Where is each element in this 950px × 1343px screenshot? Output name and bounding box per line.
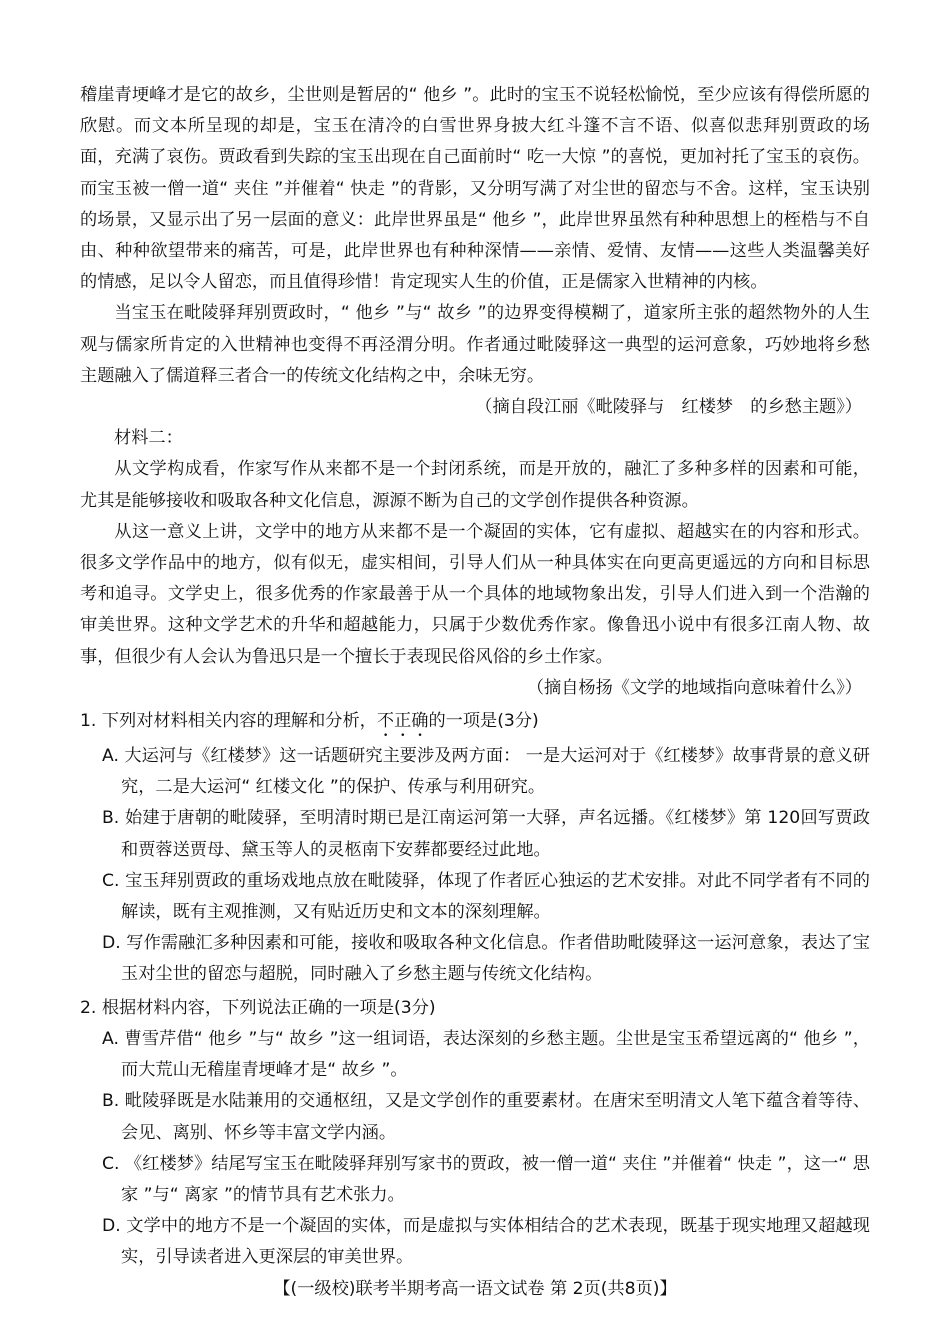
question-2-option-c: C. 《红楼梦》结尾写宝玉在毗陵驿拜别写家书的贾政，被一僧一道“ 夹住 ”并催着“ 快走 ”，这一“ 思家 ”与“ 离家 ”的情节具有艺术张力。 xyxy=(102,1153,870,1205)
material2-paragraph-1: 从文学构成看，作家写作从来都不是一个封闭系统，而是开放的，融汇了多种多样的因素和可能，尤其是能够接收和吸取各种文化信息，源源不断为自己的文学创作提供各种资源。 xyxy=(80,459,870,511)
material2-label: 材料二： xyxy=(114,428,183,449)
question-1-stem xyxy=(80,704,870,741)
question-2-option-a: A. 曹雪芹借“ 他乡 ”与“ 故乡 ”这一组词语，表达深刻的乡愁主题。尘世是宝玉希望远离的“ 他乡 ”，而大荒山无稽崖青埂峰才是“ 故乡 ”。 xyxy=(102,1028,870,1081)
question-2-option-b: B. 毗陵驿既是水陆兼用的交通枢纽，又是文学创作的重要素材。在唐宋至明清文人笔下蕴含着等待、会见、离别、怀乡等丰富文学内涵。 xyxy=(102,1091,870,1143)
question-1-option-d: D. 写作需融汇多种因素和可能，接收和吸取各种文化信息。作者借助毗陵驿这一运河意象，表达了宝玉对尘世的留恋与超脱，同时融入了乡愁主题与传统文化结构。 xyxy=(102,933,870,985)
question-1-option-b: B. 始建于唐朝的毗陵驿，至明清时期已是江南运河第一大驿，声名远播。《红楼梦》第 120回写贾政和贾蓉送贾母、黛玉等人的灵柩南下安葬都要经过此地。 xyxy=(102,808,870,860)
material1-paragraph-1: 稽崖青埂峰才是它的故乡，尘世则是暂居的“ 他乡 ”。此时的宝玉不说轻松愉悦，至少应该有得偿所愿的欣慰。而文本所呈现的却是，宝玉在清冷的白雪世界身披大红斗篷不言不语、似喜似悲拜别贾政的场面，充满了哀伤。贾政看到失踪的宝玉出现在自己面前时“ 吃一大惊 ”的喜悦，更加衬托了宝玉的哀伤。而宝玉被一僧一道“ 夹住 ”并催着“ 快走 ”的背影，又分明写满了对尘世的留恋与不舍。这样，宝玉诀别的场景，又显示出了另一层面的意义：此岸世界虽是“ 他乡 ”，此岸世界虽然有种种思想上的桎梏与不自由、种种欲望带来的痛苦，可是，此岸世界也有种种深情——亲情、爱情、友情——这些人类温馨美好的情感，足以令人留恋，而且值得珍惜！肯定现实人生的价值，正是儒家入世精神的内核。 xyxy=(80,85,870,293)
material2-paragraph-2: 从这一意义上讲，文学中的地方从来都不是一个凝固的实体，它有虚拟、超越实在的内容和形式。很多文学作品中的地方，似有似无，虚实相间，引导人们从一种具体实在向更高更遥远的方向和目标思考和追寻。文学史上，很多优秀的作家最善于从一个具体的地域物象出发，引导人们进入到一个浩瀚的审美世界。这种文学艺术的升华和超越能力，只属于少数优秀作家。像鲁迅小说中有很多江南人物、故事，但很少有人会认为鲁迅只是一个擅长于表现民俗风俗的乡土作家。 xyxy=(80,521,870,667)
material1-source: （摘自段江丽《毗陵驿与 红楼梦 的乡愁主题》） xyxy=(475,397,862,418)
question-2-stem: 2. 根据材料内容，下列说法正确的一项是(3分) xyxy=(80,997,436,1018)
question-1-stem-end: 的一项是(3分) xyxy=(428,711,539,732)
question-2-option-d: D. 文学中的地方不是一个凝固的实体，而是虚拟与实体相结合的艺术表现，既基于现实地理又超越现实，引导读者进入更深层的审美世界。 xyxy=(102,1216,870,1268)
material1-paragraph-2: 当宝玉在毗陵驿拜别贾政时，“ 他乡 ”与“ 故乡 ”的边界变得模糊了，道家所主张的超然物外的人生观与儒家所肯定的入世精神也变得不再泾渭分明。作者通过毗陵驿这一典型的运河意象，巧妙地将乡愁主题融入了儒道释三者合一的传统文化结构之中，余味无穷。 xyxy=(80,303,870,386)
question-1-option-a: A. 大运河与《红楼梦》这一话题研究主要涉及两方面： 一是大运河对于《红楼梦》故事背景的意义研究，二是大运河“ 红楼文化 ”的保护、传承与利用研究。 xyxy=(102,746,870,798)
question-1-emphasis: 不正确 xyxy=(376,711,429,732)
question-1-option-c: C. 宝玉拜别贾政的重场戏地点放在毗陵驿，体现了作者匠心独运的艺术安排。对此不同学者有不同的解读，既有主观推测，又有贴近历史和文本的深刻理解。 xyxy=(102,870,870,923)
question-1-stem-start: 1. 下列对材料相关内容的理解和分析， xyxy=(80,711,377,732)
page-footer: 【(一级校)联考半期考高一语文试卷 第 2页(共8页)】 xyxy=(273,1278,677,1299)
exam-page xyxy=(80,80,870,1305)
material2-source: （摘自杨扬《文学的地域指向意味着什么》） xyxy=(526,677,862,698)
